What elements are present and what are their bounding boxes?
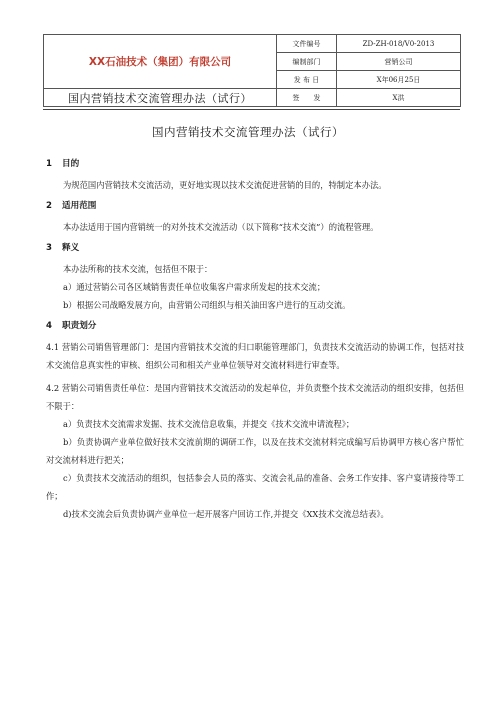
release-date-value: X年06月25日 bbox=[337, 71, 461, 89]
signer-label: 签 发 bbox=[277, 89, 337, 107]
section-number: 3 bbox=[46, 243, 52, 253]
doc-number-label: 文件编号 bbox=[277, 35, 337, 53]
document-header-table bbox=[43, 34, 461, 107]
section-heading-definition bbox=[46, 242, 464, 255]
section-heading-responsibilities bbox=[46, 320, 464, 333]
paragraph: 4.2 营销公司销售责任单位：是国内营销技术交流活动的发起单位，并负责整个技术交流活动的组织安排，包括但不限于： bbox=[46, 383, 464, 411]
section-number: 4 bbox=[46, 321, 52, 331]
section-number: 1 bbox=[46, 159, 52, 169]
list-item: a）通过营销公司各区域销售责任单位收集客户需求所发起的技术交流； bbox=[63, 282, 326, 292]
department-label: 编制部门 bbox=[277, 53, 337, 71]
section-heading-purpose bbox=[46, 158, 464, 171]
paragraph: 本办法适用于国内营销统一的对外技术交流活动（以下简称“技术交流”）的流程管理。 bbox=[63, 222, 379, 232]
company-name: XX石油技术（集团）有限公司 bbox=[44, 35, 277, 89]
page-title: 国内营销技术交流管理办法（试行） bbox=[152, 125, 344, 139]
signer-value: X洪 bbox=[337, 89, 461, 107]
header-doc-title: 国内营销技术交流管理办法（试行） bbox=[44, 89, 277, 107]
document-body bbox=[46, 158, 464, 523]
section-title: 目的 bbox=[62, 159, 80, 169]
header-divider bbox=[43, 109, 460, 110]
list-item: a）负责技术交流需求发掘、技术交流信息收集，并提交《技术交流申请流程》； bbox=[63, 419, 355, 429]
section-heading-scope bbox=[46, 200, 464, 213]
list-item: d)技术交流会后负责协调产业单位一起开展客户回访工作,并提交《XX技术交流总结表》。 bbox=[63, 509, 389, 519]
paragraph: 本办法所称的技术交流，包括但不限于： bbox=[63, 264, 213, 274]
list-item: b）根据公司战略发展方向，由营销公司组织与相关油田客户进行的互动交流。 bbox=[63, 300, 351, 310]
paragraph: 4.1 营销公司销售管理部门：是国内营销技术交流的归口职能管理部门，负责技术交流活动的协调工作，包括对技术交流信息真实性的审核、组织公司和相关产业单位领导对交流材料进行审查等。 bbox=[46, 342, 464, 370]
department-value: 营销公司 bbox=[337, 53, 461, 71]
list-item: b）负责协调产业单位做好技术交流前期的调研工作，以及在技术交流材料完成编写后协调甲方核心客户帮忙对交流材料进行把关； bbox=[46, 437, 464, 465]
release-date-label: 发 布 日 bbox=[277, 71, 337, 89]
section-title: 释义 bbox=[62, 243, 80, 253]
paragraph: 为规范国内营销技术交流活动，更好地实现以技术交流促进营销的目的，特制定本办法。 bbox=[63, 180, 387, 190]
doc-number-value: ZD-ZH-018/V0-2013 bbox=[337, 35, 461, 53]
section-title: 职责划分 bbox=[62, 321, 97, 331]
section-title: 适用范围 bbox=[62, 201, 97, 211]
list-item: c）负责技术交流活动的组织，包括参会人员的落实、交流会礼品的准备、会务工作安排、客户宴请接待等工作； bbox=[46, 473, 464, 501]
section-number: 2 bbox=[46, 201, 52, 211]
